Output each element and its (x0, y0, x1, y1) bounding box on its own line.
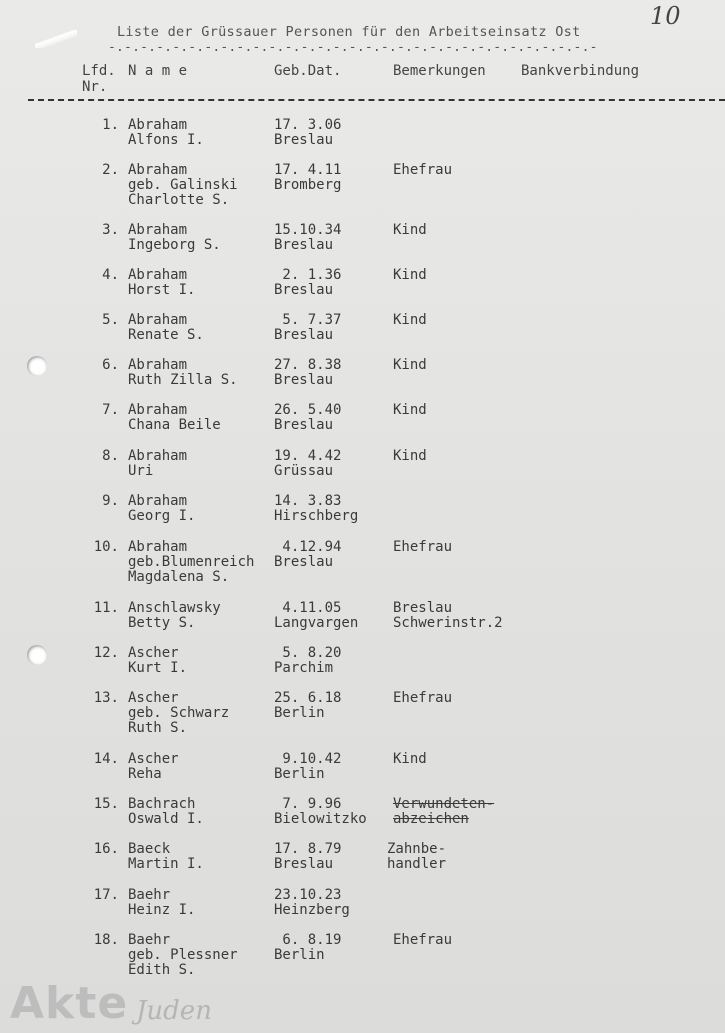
column-header-birthdate: Geb.Dat. (274, 63, 342, 79)
entry-remark (393, 313, 427, 328)
column-header-lfd: Lfd. (82, 63, 116, 79)
entry-birth-info (274, 601, 358, 631)
entry-birth-info-line: 17. 3.06 (274, 117, 342, 133)
entry-name (128, 268, 195, 298)
entry-remark-line: handler (387, 856, 447, 872)
entry-birth-info (274, 797, 367, 827)
entry-birth-info-line: 7. 9.96 (274, 796, 342, 812)
punch-hole-bottom (27, 645, 47, 665)
entry-number: 12. (93, 645, 119, 661)
entry-name-line: geb. Galinski (128, 177, 238, 193)
entry-number: 18. (93, 932, 119, 948)
entry-remark (393, 403, 427, 418)
punch-hole-top (27, 356, 47, 376)
entry-remark-line: Kind (393, 357, 427, 373)
entry-remark-line: Kind (393, 222, 427, 238)
entry-name-line: Betty S. (128, 615, 196, 631)
entry-number: 2. (102, 162, 119, 178)
entry-number: 10. (93, 539, 119, 555)
entry-number: 9. (102, 493, 119, 509)
entry-name-line: Magdalena S. (128, 569, 230, 585)
entry-name-line: Abraham (128, 539, 188, 555)
entry-birth-info (274, 494, 358, 524)
entry-birth-info-line: 27. 8.38 (274, 357, 342, 373)
column-header-name: N a m e (128, 63, 188, 79)
entry-name-line: geb. Schwarz (128, 705, 230, 721)
entry-birth-info (274, 403, 341, 433)
entry-birth-info-line: Breslau (274, 327, 334, 343)
entry-name (128, 601, 221, 631)
entry-name (128, 494, 195, 524)
entry-name (128, 797, 204, 827)
entry-name (128, 752, 179, 782)
entry-birth-info-line: Breslau (274, 417, 334, 433)
entry-name-line: Abraham (128, 448, 188, 464)
entry-name (128, 118, 204, 148)
entry-name-line: Edith S. (128, 962, 196, 978)
entry-birth-info (274, 752, 341, 782)
entry-number: 13. (93, 690, 119, 706)
entry-birth-info-line: Breslau (274, 132, 334, 148)
entry-number: 5. (102, 312, 119, 328)
entry-number: 8. (102, 448, 119, 464)
entry-name-line: Ruth Zilla S. (128, 372, 238, 388)
column-header-bank: Bankverbindung (521, 63, 640, 79)
entry-birth-info-line: Breslau (274, 856, 334, 872)
entry-birth-info (274, 358, 341, 388)
entry-birth-info (274, 118, 341, 148)
entry-name-line: Abraham (128, 117, 188, 133)
entry-remark (393, 449, 427, 464)
entry-name-line: geb.Blumenreich (128, 554, 255, 570)
entry-birth-info (274, 933, 341, 963)
entry-birth-info (274, 888, 350, 918)
entry-number: 3. (102, 222, 119, 238)
entry-birth-info-line: Berlin (274, 766, 325, 782)
entry-remark (393, 691, 452, 706)
entry-birth-info (274, 646, 341, 676)
entry-number: 11. (93, 600, 119, 616)
document-title: Liste der Grüssauer Personen für den Arbeitseinsatz Ost (117, 24, 581, 40)
entry-name-line: Ascher (128, 645, 179, 661)
entry-remark-line: Kind (393, 402, 427, 418)
entry-birth-info-line: Bielowitzko (274, 811, 367, 827)
entry-remark-line: Kind (393, 312, 427, 328)
entry-remark-line: Ehefrau (393, 932, 453, 948)
entry-name (128, 842, 204, 872)
column-header-remarks: Bemerkungen (393, 63, 486, 79)
entry-remark (393, 358, 427, 373)
entry-name (128, 403, 221, 433)
entry-birth-info-line: 4.12.94 (274, 539, 342, 555)
entry-name-line: Ascher (128, 690, 179, 706)
entry-name (128, 540, 254, 585)
entry-birth-info-line: 17. 4.11 (274, 162, 342, 178)
entry-birth-info-line: 25. 6.18 (274, 690, 342, 706)
entry-remark (393, 601, 503, 631)
entry-name (128, 888, 195, 918)
entry-birth-info (274, 268, 341, 298)
akte-stamp: Akte (10, 978, 129, 1029)
entry-number: 6. (102, 357, 119, 373)
entry-remark-line: Verwundeten- (393, 796, 495, 812)
entry-number: 14. (93, 751, 119, 767)
entry-name-line: Abraham (128, 357, 188, 373)
entry-name (128, 449, 187, 479)
entry-name-line: Oswald I. (128, 811, 204, 827)
entry-name-line: Bachrach (128, 796, 196, 812)
entry-remark-line: Schwerinstr.2 (393, 615, 503, 631)
entry-name-line: Reha (128, 766, 162, 782)
entry-birth-info-line: 2. 1.36 (274, 267, 342, 283)
entry-remark-line: Kind (393, 751, 427, 767)
entry-birth-info (274, 313, 341, 343)
entry-name-line: Abraham (128, 402, 188, 418)
entry-remark (393, 933, 452, 948)
entry-remark-line: Breslau (393, 600, 453, 616)
entry-name-line: Abraham (128, 222, 188, 238)
entry-birth-info (274, 540, 341, 570)
entry-number: 1. (102, 117, 119, 133)
entry-name-line: Abraham (128, 162, 188, 178)
entry-remark (393, 540, 452, 555)
entry-name-line: Abraham (128, 493, 188, 509)
entry-birth-info-line: Berlin (274, 947, 325, 963)
entry-name-line: Charlotte S. (128, 192, 230, 208)
entry-name-line: Alfons I. (128, 132, 204, 148)
entry-name-line: Georg I. (128, 508, 196, 524)
entry-birth-info-line: 14. 3.83 (274, 493, 342, 509)
entry-name-line: Renate S. (128, 327, 204, 343)
entry-name-line: Baehr (128, 932, 171, 948)
entry-birth-info (274, 449, 341, 479)
entry-birth-info-line: 15.10.34 (274, 222, 342, 238)
entry-name (128, 313, 204, 343)
entry-number: 7. (102, 402, 119, 418)
entry-name (128, 646, 187, 676)
entry-birth-info-line: Langvargen (274, 615, 359, 631)
entry-remark-line: Ehefrau (393, 162, 453, 178)
entry-remark-line: Kind (393, 448, 427, 464)
entry-birth-info-line: Berlin (274, 705, 325, 721)
entry-birth-info-line: Breslau (274, 554, 334, 570)
entry-remark (393, 163, 452, 178)
entry-number: 16. (93, 841, 119, 857)
entry-name-line: Martin I. (128, 856, 204, 872)
entry-remark (393, 223, 427, 238)
page-number: 10 (650, 2, 681, 30)
entry-birth-info-line: 5. 7.37 (274, 312, 342, 328)
entry-birth-info-line: Bromberg (274, 177, 342, 193)
header-divider (28, 99, 725, 101)
entry-remark-line: abzeichen (393, 811, 469, 827)
entry-number: 4. (102, 267, 119, 283)
entry-remark-line: Ehefrau (393, 539, 453, 555)
entry-name (128, 163, 238, 208)
entry-birth-info-line: 26. 5.40 (274, 402, 342, 418)
entry-remark-line: Zahnbe- (387, 841, 447, 857)
entry-name-line: Anschlawsky (128, 600, 221, 616)
column-header-nr: Nr. (82, 79, 108, 95)
entry-birth-info-line: 6. 8.19 (274, 932, 342, 948)
entry-name (128, 223, 221, 253)
entry-birth-info-line: 17. 8.79 (274, 841, 342, 857)
entry-name-line: Abraham (128, 267, 188, 283)
entry-birth-info (274, 163, 341, 193)
entry-birth-info-line: 19. 4.42 (274, 448, 342, 464)
entry-number: 17. (93, 887, 119, 903)
entry-birth-info (274, 842, 341, 872)
handwritten-note: Juden (136, 996, 212, 1026)
entry-remark (387, 842, 446, 872)
entry-birth-info-line: Heinzberg (274, 902, 350, 918)
entry-name-line: Chana Beile (128, 417, 221, 433)
entry-remark (393, 752, 427, 767)
entry-name-line: Baehr (128, 887, 171, 903)
entry-birth-info-line: Breslau (274, 237, 334, 253)
entry-name-line: Ruth S. (128, 720, 188, 736)
entry-name-line: Kurt I. (128, 660, 188, 676)
entry-name-line: Ascher (128, 751, 179, 767)
entry-birth-info-line: Hirschberg (274, 508, 359, 524)
entry-birth-info-line: Breslau (274, 282, 334, 298)
entry-remark (393, 268, 427, 283)
paper-fold-mark (35, 30, 77, 48)
entry-name-line: Uri (128, 463, 154, 479)
entry-name-line: Ingeborg S. (128, 237, 221, 253)
title-underline: -.-.-.-.-.-.-.-.-.-.-.-.-.-.-.-.-.-.-.-.-.-.-.-.-.-.-.-.-.-.- (108, 40, 598, 55)
entry-name-line: Horst I. (128, 282, 196, 298)
entry-birth-info (274, 223, 341, 253)
entry-name-line: Baeck (128, 841, 171, 857)
entry-name (128, 691, 229, 736)
entry-name (128, 358, 238, 388)
entry-remark-line: Kind (393, 267, 427, 283)
entry-name (128, 933, 238, 978)
entry-birth-info (274, 691, 341, 721)
entry-name-line: Abraham (128, 312, 188, 328)
entry-birth-info-line: 23.10.23 (274, 887, 342, 903)
entry-number: 15. (93, 796, 119, 812)
entry-remark (393, 797, 494, 827)
entry-name-line: Heinz I. (128, 902, 196, 918)
entry-birth-info-line: Breslau (274, 372, 334, 388)
entry-birth-info-line: 4.11.05 (274, 600, 342, 616)
entry-birth-info-line: 5. 8.20 (274, 645, 342, 661)
entry-name-line: geb. Plessner (128, 947, 238, 963)
entry-remark-line: Ehefrau (393, 690, 453, 706)
entry-birth-info-line: Parchim (274, 660, 334, 676)
entry-birth-info-line: Grüssau (274, 463, 334, 479)
entry-birth-info-line: 9.10.42 (274, 751, 342, 767)
